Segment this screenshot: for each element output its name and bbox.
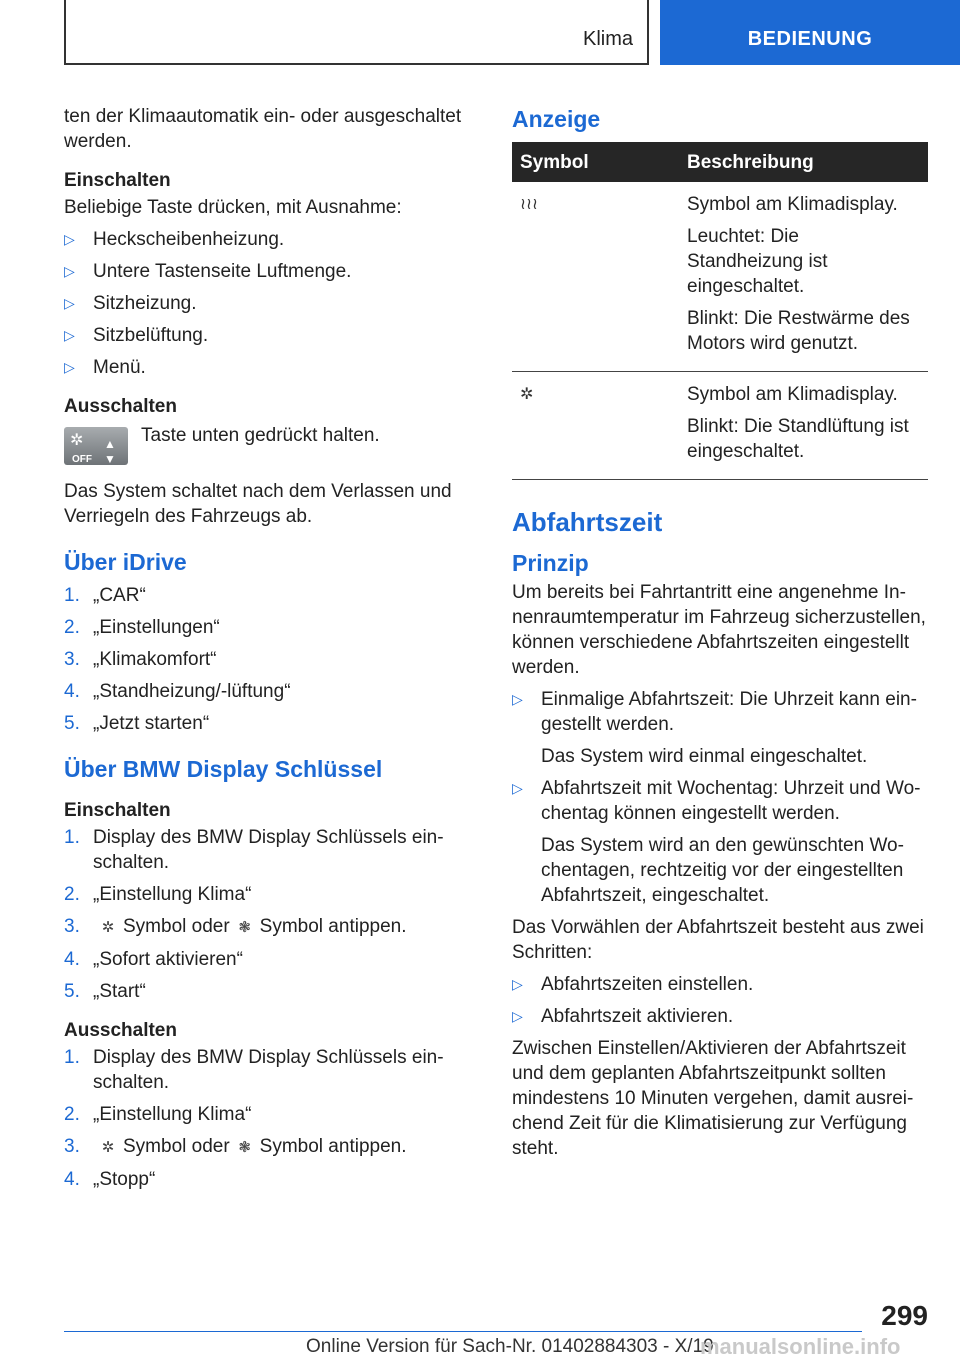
triangle-bullet-icon: ▷ [64, 359, 75, 375]
list-item: 1. Display des BMW Display Schlüssels ein-schalten. [64, 1047, 444, 1093]
key-on-steps [64, 825, 464, 1004]
column-header-symbol: Symbol [512, 142, 679, 182]
header-chapter-title: BEDIENUNG [747, 28, 873, 50]
triangle-bullet-icon: ▷ [64, 231, 75, 247]
list-item: ▷ Abfahrtszeit mit Wochentag: Uhrzeit und Wo-chentag können eingestellt werden. Das System wird an den gewünschten Wo-chentagen, rechtzeitig vor der eingestellten Abfahrtszeit, eingeschaltet. [512, 778, 921, 906]
fan-off-button-image [64, 427, 128, 465]
prinzip-heading: Prinzip [512, 550, 589, 576]
list-item: ▷ Sitzbelüftung. [64, 325, 209, 346]
fan-heat-icon: ❃ [238, 1139, 251, 1156]
header-section-title: Klima [582, 28, 633, 50]
einschalten-heading: Einschalten [64, 170, 171, 191]
footer-online-text: Online Version für Sach-Nr. 01402884303 - X/19 [306, 1336, 714, 1357]
exceptions-list [64, 227, 464, 380]
abfahrtszeit-heading: Abfahrtszeit [512, 507, 663, 537]
list-item: ▷ Heckscheibenheizung. [64, 229, 285, 250]
triangle-bullet-icon: ▷ [512, 780, 523, 796]
list-item: ▷ Sitzheizung. [64, 293, 197, 314]
triangle-up-icon: ▲ [104, 437, 116, 451]
list-item: 2. „Einstellung Klima“ [64, 884, 252, 905]
right-column [512, 104, 928, 1168]
closing-text: Zwischen Einstellen/Aktivieren der Abfahrtszeit und dem geplanten Abfahrtszeitpunkt sollten mindestens 10 Minuten vergehen, damit ausrei-chend Zeit für die Klimatisierung zur Verfügung steht. [512, 1038, 914, 1159]
prinzip-text: Um bereits bei Fahrtantritt eine angenehme In-nenraumtemperatur im Fahrzeug sicherzustellen, können verschiedene Abfahrtszeiten eingestellt werden. [512, 582, 926, 678]
list-item: 2. „Einstellung Klima“ [64, 1104, 252, 1125]
fan-icon: ✲ [512, 372, 679, 480]
intro-text: ten der Klimaautomatik ein- oder ausgeschaltet werden. [64, 106, 462, 152]
fan-icon: ✲ [101, 1139, 115, 1156]
fan-icon: ✲ [70, 432, 84, 449]
list-item: 3. ✲ Symbol oder ❃ Symbol antippen. [64, 914, 464, 940]
triangle-bullet-icon: ▷ [512, 976, 523, 992]
header-chapter-tab [660, 0, 960, 65]
list-item: 3. ✲ Symbol oder ❃ Symbol antippen. [64, 1134, 464, 1160]
header-section-box [64, 0, 649, 65]
display-key-heading: Über BMW Display Schlüssel [64, 756, 383, 782]
left-column [64, 104, 464, 1199]
watermark: manualsonline.info [700, 1334, 901, 1359]
list-item: ▷ Abfahrtszeiten einstellen. [512, 974, 754, 995]
key-on-heading: Einschalten [64, 800, 171, 821]
fan-heat-icon: ❃ [238, 919, 251, 936]
idrive-steps [64, 583, 464, 736]
page-number: 299 [881, 1300, 928, 1331]
list-item: ▷ Abfahrtszeit aktivieren. [512, 1006, 734, 1027]
vorwahl-text: Das Vorwählen der Abfahrtszeit besteht aus zwei Schritten: [512, 917, 924, 963]
ausschalten-heading: Ausschalten [64, 396, 177, 417]
footer-divider [64, 1331, 862, 1332]
triangle-bullet-icon: ▷ [512, 691, 523, 707]
list-item: ▷ Menü. [64, 357, 146, 378]
triangle-down-icon: ▼ [104, 452, 116, 466]
ausschalten-text: Taste unten gedrückt halten. [141, 425, 380, 446]
list-item: 4. „Stopp“ [64, 1169, 156, 1190]
table-row: ≀≀≀ Symbol am Klimadisplay. Leuchtet: Die Standheizung ist eingeschaltet. Blinkt: Die Restwärme des Motors wird genutzt. [512, 182, 928, 372]
modes-list [512, 687, 928, 908]
symbol-table [512, 142, 928, 480]
list-item: 4. „Sofort aktivieren“ [64, 949, 243, 970]
list-item: 2. „Einstellungen“ [64, 617, 220, 638]
key-off-steps [64, 1045, 464, 1192]
key-off-heading: Ausschalten [64, 1020, 177, 1041]
list-item: 1. „CAR“ [64, 585, 146, 606]
column-header-description: Beschreibung [679, 142, 928, 182]
list-item: 5. „Jetzt starten“ [64, 713, 210, 734]
ausschalten-row [64, 423, 464, 467]
fan-icon: ✲ [101, 919, 115, 936]
heat-waves-icon: ≀≀≀ [512, 182, 679, 372]
list-item: ▷ Untere Tastenseite Luftmenge. [64, 261, 352, 282]
triangle-bullet-icon: ▷ [64, 295, 75, 311]
triangle-bullet-icon: ▷ [64, 327, 75, 343]
list-item: 1. Display des BMW Display Schlüssels ein-schalten. [64, 827, 444, 873]
list-item: ▷ Einmalige Abfahrtszeit: Die Uhrzeit kann ein-gestellt werden. Das System wird einmal eingeschaltet. [512, 689, 917, 767]
triangle-bullet-icon: ▷ [512, 1008, 523, 1024]
einschalten-text: Beliebige Taste drücken, mit Ausnahme: [64, 197, 402, 218]
system-text: Das System schaltet nach dem Verlassen und Verriegeln des Fahrzeugs ab. [64, 481, 452, 527]
list-item: 5. „Start“ [64, 981, 146, 1002]
table-row: ✲ Symbol am Klimadisplay. Blinkt: Die Standlüftung ist eingeschaltet. [512, 372, 928, 480]
steps-list [512, 972, 928, 1029]
triangle-bullet-icon: ▷ [64, 263, 75, 279]
table-header-row [512, 142, 928, 182]
list-item: 3. „Klimakomfort“ [64, 649, 217, 670]
off-label: OFF [72, 454, 92, 465]
list-item: 4. „Standheizung/-lüftung“ [64, 681, 291, 702]
anzeige-heading: Anzeige [512, 106, 601, 132]
idrive-heading: Über iDrive [64, 549, 187, 575]
